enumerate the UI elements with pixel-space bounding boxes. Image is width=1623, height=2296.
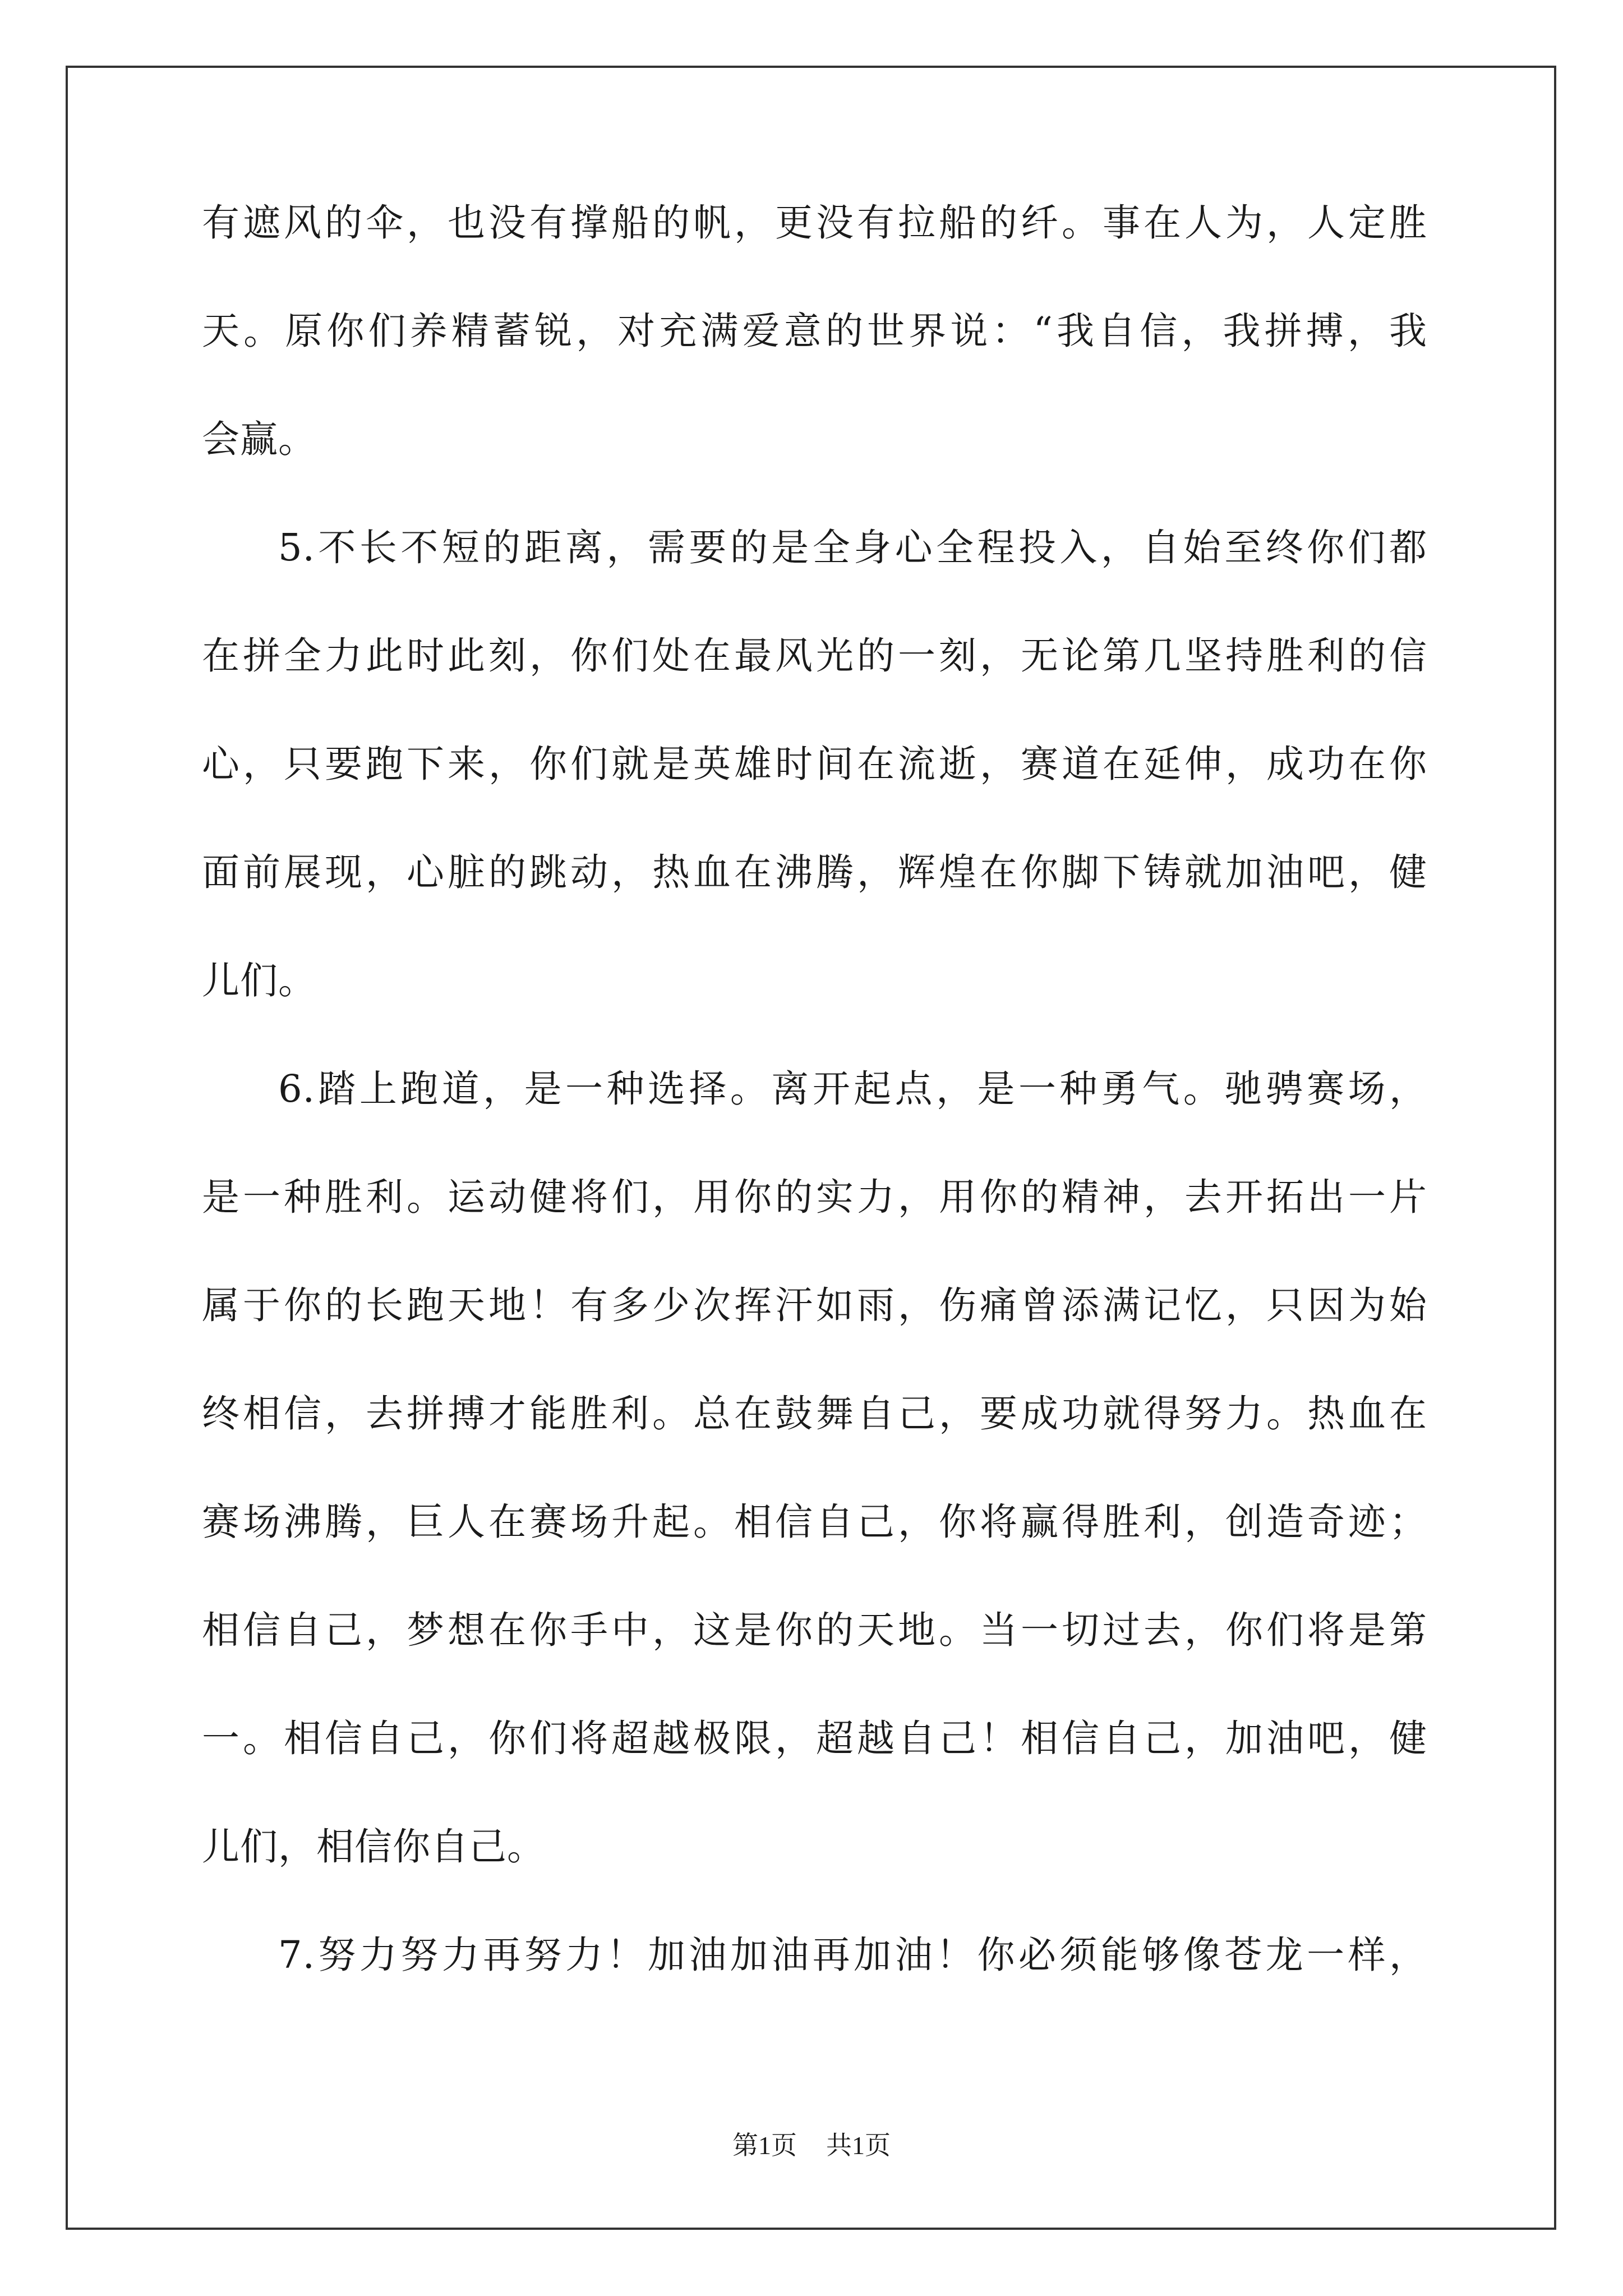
text-line: 天。原你们养精蓄锐，对充满爱意的世界说：“我自信，我拼搏，我 xyxy=(202,309,1427,353)
text-line: 面前展现，心脏的跳动，热血在沸腾，辉煌在你脚下铸就加油吧，健 xyxy=(202,850,1427,894)
text-line: 心，只要跑下来，你们就是英雄时间在流逝，赛道在延伸，成功在你 xyxy=(202,742,1427,786)
text-line: 一。相信自己，你们将超越极限，超越自己！相信自己，加油吧，健 xyxy=(202,1717,1427,1760)
page-number: 第1页 xyxy=(732,2131,797,2160)
text-line: 儿们，相信你自己。 xyxy=(202,1825,545,1869)
text-line: 有遮风的伞，也没有撑船的帆，更没有拉船的纤。事在人为，人定胜 xyxy=(202,201,1427,245)
text-line: 在拼全力此时此刻，你们处在最风光的一刻，无论第几坚持胜利的信 xyxy=(202,634,1427,678)
paragraph-5-first-line: 5.不长不短的距离，需要的是全身心全程投入，自始至终你们都 xyxy=(278,526,1427,569)
text-line: 会赢。 xyxy=(202,417,316,461)
paragraph-6-first-line: 6.踏上跑道，是一种选择。离开起点，是一种勇气。驰骋赛场， xyxy=(278,1067,1427,1111)
text-line: 相信自己，梦想在你手中，这是你的天地。当一切过去，你们将是第 xyxy=(202,1608,1427,1652)
document-body xyxy=(202,196,1427,2037)
text-line: 终相信，去拼搏才能胜利。总在鼓舞自己，要成功就得努力。热血在 xyxy=(202,1392,1427,1435)
text-line: 赛场沸腾，巨人在赛场升起。相信自己，你将赢得胜利，创造奇迹； xyxy=(202,1500,1427,1544)
text-line: 儿们。 xyxy=(202,959,316,1002)
page-total: 共1页 xyxy=(826,2131,891,2160)
page-footer xyxy=(0,2129,1623,2162)
text-line: 是一种胜利。运动健将们，用你的实力，用你的精神，去开拓出一片 xyxy=(202,1175,1427,1219)
paragraph-7-first-line: 7.努力努力再努力！加油加油再加油！你必须能够像苍龙一样， xyxy=(278,1933,1427,1977)
text-line: 属于你的长跑天地！有多少次挥汗如雨，伤痛曾添满记忆，只因为始 xyxy=(202,1283,1427,1327)
